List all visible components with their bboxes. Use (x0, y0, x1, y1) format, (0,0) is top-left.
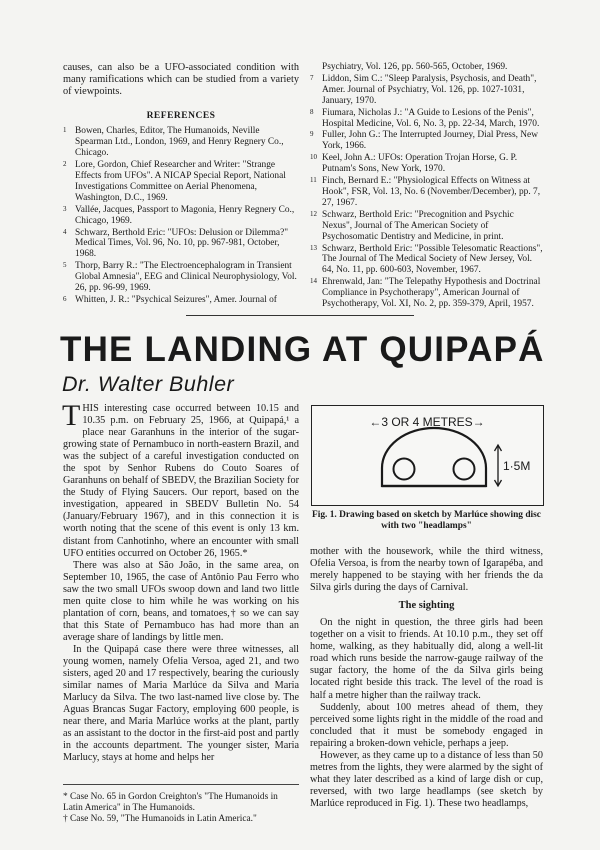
reference-item: 14 Ehrenwald, Jan: "The Telepathy Hypothesis and Doctrinal Compliance in Psychotherapy", American Journal of Psychotherapy, Vol. XI, No. 2, pp. 359-379, April, 1957. (310, 277, 541, 310)
figure-disc-drawing (311, 405, 544, 506)
references-column-right (310, 62, 544, 311)
footnotes (63, 792, 299, 825)
reference-continuation: Psychiatry, Vol. 126, pp. 560-565, October, 1969. (322, 62, 508, 72)
height-dimension-label: 1·5M (503, 459, 531, 473)
width-dimension-label: ←3 OR 4 METRES→ (369, 415, 485, 429)
reference-item: 1 Bowen, Charles, Editor, The Humanoids, Neville Spearman Ltd., London, 1969, and Henry Regnery Co., Chicago. (63, 126, 284, 159)
figure-caption: Fig. 1. Drawing based on sketch by Marlúce showing disc with two "headlamps" (312, 510, 541, 531)
paragraph: There was also at São João, in the same area, on September 10, 1965, the case of Antônio Pau Ferro who saw the two small UFOs swoop down and land two little men quite close to him while he was working on his plantation of corn, beans, and tomatoes,† so we can say that this State of Pernambuco has had more than an average share of landings by little men. (63, 559, 299, 643)
paragraph: Suddenly, about 100 metres ahead of them, they perceived some lights right in the middle of the road and concluded that it must be somebody engaged in repairing a broken-down vehicle, perhaps a jeep. (310, 701, 543, 749)
reference-item: 12 Schwarz, Berthold Eric: "Precognition and Psychic Nexus", Journal of The American Society of Psychosomatic Dentistry and Medicine, in print. (310, 209, 514, 242)
reference-item: 9 Fuller, John G.: The Interrupted Journey, Dial Press, New York, 1966. (310, 130, 538, 152)
paragraph: In the Quipapá case there were three witnesses, all young women, namely Ofelia Versoa, aged 21, and two sisters, aged 20 and 17 respectively, bearing the curiously similar names of Maria Marlúce da Silva and Maria Marlucy da Silva. The two last-named live close by. The Aguas Brancas Sugar Factory, employing 600 people, is near there, and Maria Marlúce works at the plant, partly as an assistant to the doctor in the first-aid post and partly in the accounts department. The younger sister, Maria Marlucy, stays at home and helps her (63, 643, 299, 764)
references-heading: REFERENCES (146, 111, 216, 122)
article-column-left (62, 399, 299, 764)
drop-cap: T (62, 399, 81, 432)
footnote: † Case No. 59, "The Humanoids in Latin America." (63, 814, 257, 824)
headlamp-left (394, 459, 415, 480)
paragraph: THIS interesting case occurred between 10.15 and 10.35 p.m. on February 25, 1966, at Quipapá,¹ a place near Garanhuns in the interior of the sugar-growing state of Pernambuco in north-eastern Brazil, and was the subject of a careful investigation conducted on the spot by Senhor Rubens do Couto Soares of Garanhuns on behalf of SBEDV, the Brazilian Society for the Study of Flying Saucers. Our report, based on the investigation, appeared in SBEDV Bulletin No. 54 (January/February 1967), and in this connection it is worth noting that the scene of this event is only 13 km. distant from Canhotinho, where an encounter with small UFO entities occurred on October 26, 1965.* (62, 399, 299, 559)
reference-item: 11 Finch, Bernard E.: "Physiological Effects on Witness at Hook", FSR, Vol. 13, No. 6 (November/December), pp. 7, 27, 1967. (310, 176, 541, 208)
reference-item: 5 Thorp, Barry R.: "The Electroencephalogram in Transient Global Amnesia", EEG and Clinical Neurophysiology, Vol. 26, pp. 96-99, 1969. (63, 261, 297, 294)
footnote: * Case No. 65 in Gordon Creighton's "The Humanoids in Latin America" in The Humanoids. (63, 792, 278, 813)
paragraph: However, as they came up to a distance of less than 50 metres from the lights, they were alarmed by the sight of what they later described as a kind of large dish or cup, reversed, with two large headlamps (see sketch by Marlúce reproduced in Fig. 1). These two headlamps, (310, 749, 543, 809)
section-heading: The sighting (398, 600, 455, 612)
paragraph: On the night in question, the three girls had been together on a visit to friends. At 10.10 p.m., they set off home, walking, as they habitually did, along a well-lit road which runs beside the narrow-gauge railway of the sugar factory, the home of the da Silva girls being located right beside this track. The level of the road is half a metre higher than the railway track. (310, 617, 543, 701)
footnote-rule (63, 784, 299, 785)
reference-item: 6 Whitten, J. R.: "Psychical Seizures", Amer. Journal of (63, 294, 277, 305)
headlamp-right (454, 459, 475, 480)
disc-sketch (312, 406, 543, 505)
reference-item: 13 Schwarz, Berthold Eric: "Possible Telesomatic Reactions", The Journal of The Medical Society of New Jersey, Vol. 64, No. 11, pp. 600-603, November, 1967. (310, 243, 543, 276)
reference-item: 3 Vallée, Jacques, Passport to Magonia, Henry Regnery Co., Chicago, 1969. (63, 204, 295, 226)
reference-item: 2 Lore, Gordon, Chief Researcher and Writer: "Strange Effects from UFOs". A NICAP Special Report, National Investigations Committee on Aerial Phenomena, Washington, D.C., 1969. (63, 160, 286, 203)
reference-item: 8 Fiumara, Nicholas J.: "A Guide to Lesions of the Penis", Hospital Medicine, Vol. 6, No. 3, pp. 22-34, March, 1970. (310, 107, 540, 129)
article-column-right (310, 546, 543, 810)
section-divider (186, 315, 414, 316)
paragraph: mother with the housework, while the third witness, Ofelia Versoa, is from the nearby town of Igarapéba, and merely happened to be staying with her friends the da Silva girls during the days of Carnival. (310, 546, 543, 594)
article-title: THE LANDING AT QUIPAPÁ (60, 330, 545, 369)
article-author: Dr. Walter Buhler (62, 372, 235, 396)
references-column-left (63, 62, 299, 307)
reference-item: 10 Keel, John A.: UFOs: Operation Trojan Horse, G. P. Putnam's Sons, New York, 1970. (310, 153, 518, 175)
carry-over-paragraph: causes, can also be a UFO-associated condition with many ramifications which can be studied from a variety of viewpoints. (63, 62, 299, 98)
reference-item: 4 Schwarz, Berthold Eric: "UFOs: Delusion or Dilemma?" Medical Times, Vol. 96, No. 10, pp. 967-981, October, 1968. (63, 227, 289, 260)
reference-item: 7 Liddon, Sim C.: "Sleep Paralysis, Psychosis, and Death", Amer. Journal of Psychiatry, Vol. 126, pp. 1027-1031, January, 1970. (310, 73, 537, 106)
